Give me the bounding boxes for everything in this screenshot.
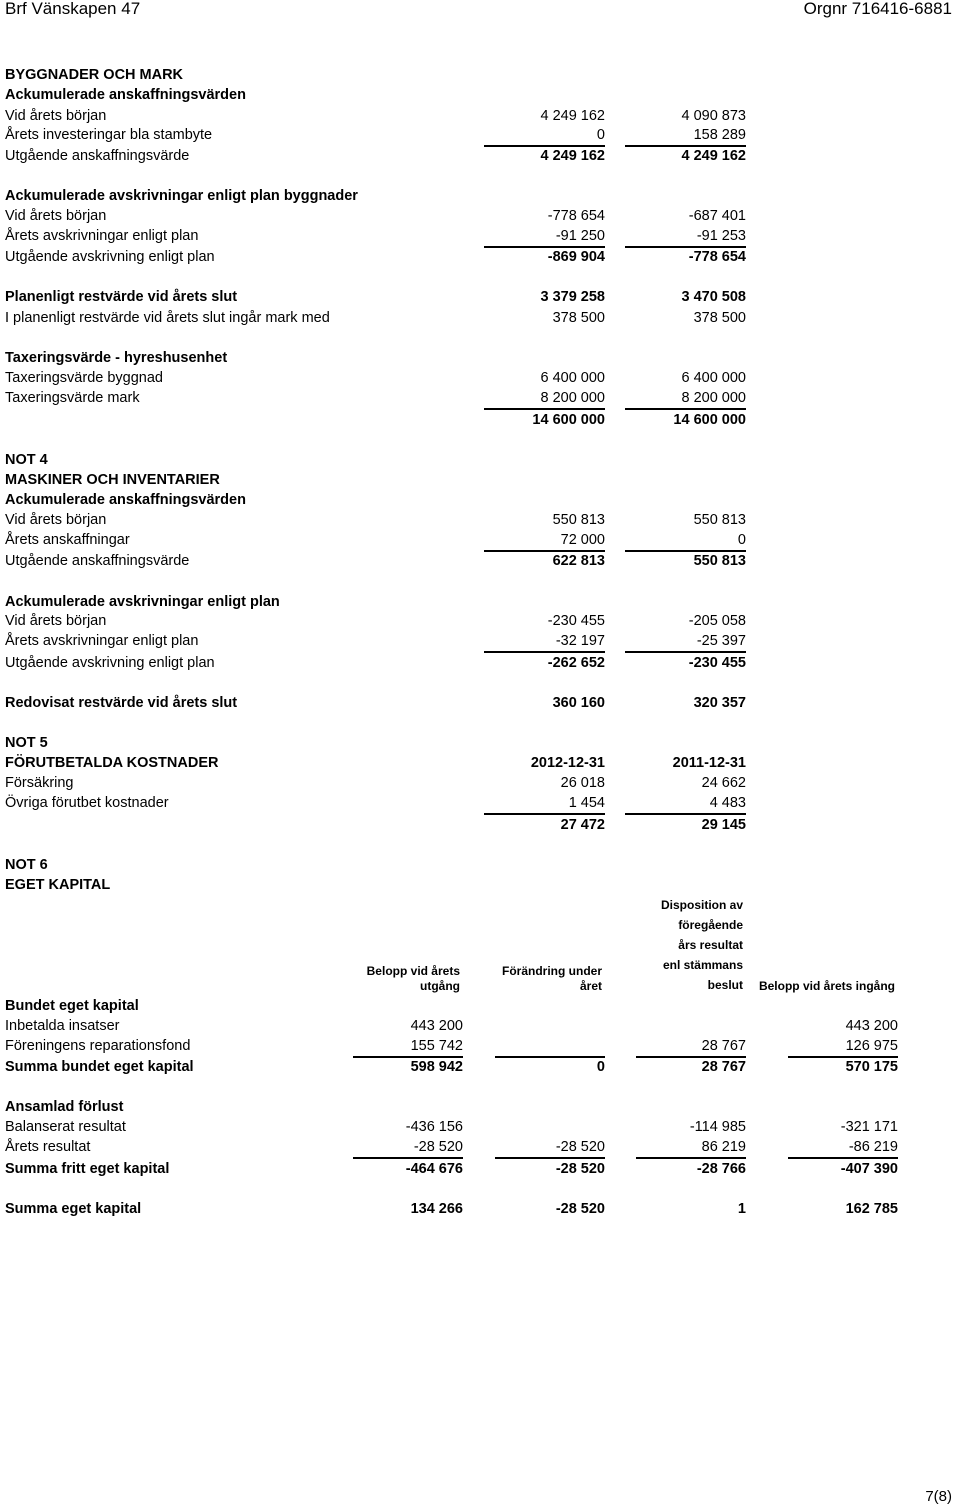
column-header-disposition: Disposition av [660,898,743,912]
sum-line [625,813,746,815]
sum-line [625,408,746,410]
column-date-current: 2012-12-31 [530,755,605,771]
sum-line [353,1056,463,1058]
sum-line [484,550,605,552]
sum-line [625,145,746,147]
sum-line [636,1157,746,1159]
sum-line [625,550,746,552]
company-name: Brf Vänskapen 47 [5,0,141,18]
sum-line [484,246,605,248]
page-number: 7(8) [925,1488,952,1505]
column-header-closing: utgång [420,979,460,993]
column-date-previous: 2011-12-31 [672,755,746,771]
column-header-closing: Belopp vid årets [366,964,460,978]
org-number: Orgnr 716416-6881 [803,0,952,18]
sum-line [353,1157,463,1159]
sum-line [495,1157,605,1159]
column-header-disposition: beslut [707,978,743,992]
sum-line [484,813,605,815]
sum-line [484,145,605,147]
column-header-disposition: enl stämmans [662,958,743,972]
sum-line [484,651,605,653]
sum-line [484,408,605,410]
sum-line [636,1056,746,1058]
column-header-disposition: föregående [678,918,743,932]
sum-line [625,651,746,653]
sum-line [625,246,746,248]
sum-line [788,1157,898,1159]
column-header-change: Förändring under [502,964,602,978]
sum-line [788,1056,898,1058]
column-header-disposition: års resultat [678,938,743,952]
sum-line [495,1056,605,1058]
column-header-opening: Belopp vid årets ingång [758,979,895,993]
column-header-change: året [579,979,602,993]
